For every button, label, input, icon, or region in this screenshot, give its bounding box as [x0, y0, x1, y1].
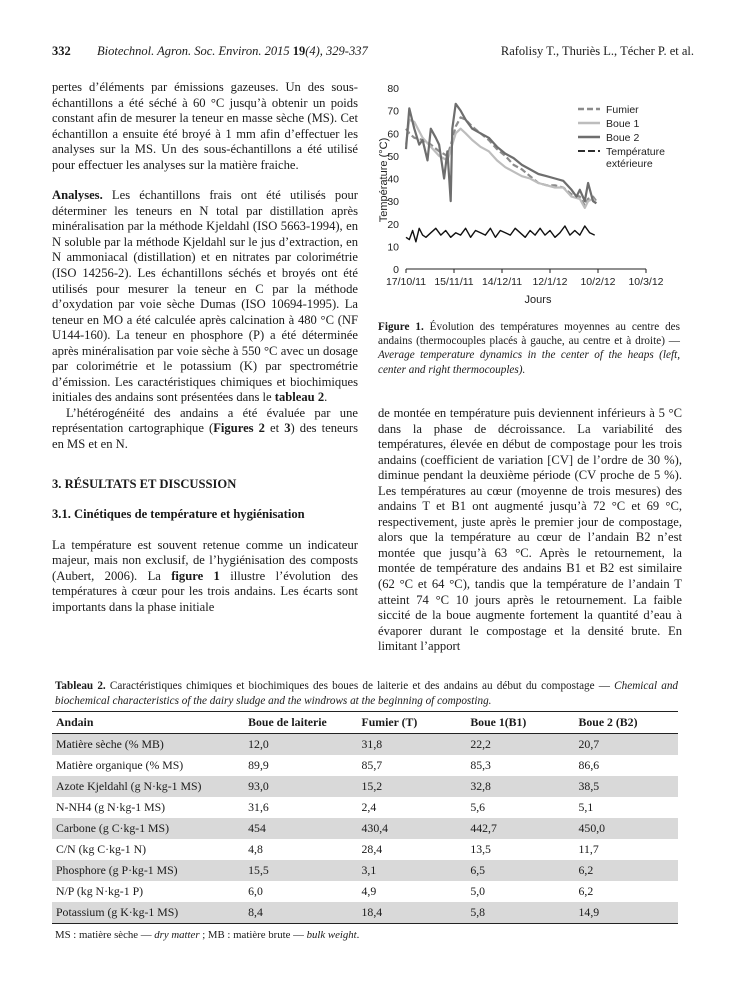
paragraph: La température est souvent retenue comme un indicateur majeur, mais non exclusif, de l’hygiénisation des composts (Aubert, 2006). La figure 1 illustre l’évolution des températures à cœur pour les trois andains. Les écarts sont importants dans la phase initiale [52, 537, 358, 614]
row-label: C/N (kg C·kg-1 N) [56, 842, 147, 856]
row-label: Carbone (g C·kg-1 MS) [52, 818, 244, 839]
y-axis-label: Température (°C) [378, 137, 390, 223]
legend [578, 104, 665, 170]
x-tick-label: 10/2/12 [580, 276, 616, 288]
column-header: Andain [52, 712, 244, 734]
table-row [52, 881, 678, 902]
table-cell: 5,1 [578, 800, 594, 814]
table-row [52, 839, 678, 860]
table-header-row [52, 712, 678, 734]
table-row [52, 902, 678, 924]
column-header: Fumier (T) [358, 712, 467, 734]
row-label: Potassium (g K·kg-1 MS) [52, 902, 244, 924]
legend-label-fumier: Fumier [606, 104, 639, 116]
table-cell: 6,5 [466, 860, 574, 881]
table-cell: 85,7 [361, 758, 383, 772]
table-row [52, 734, 678, 756]
characteristics-table [52, 711, 678, 924]
y-tick-label: 10 [387, 241, 399, 254]
paragraph: pertes d’éléments par émissions gazeuses. Un des sous-échantillons a été séché à 60 °C jusqu’à obtenir un poids constant afin de mesurer la teneur en masse sèche (MS). Cet échantillon a ensuite été broyé à 1 mm afin d’effectuer les analyses sur la MS. Un des sous-échantillons a été utilisé pour effectuer les analyses sur la matière fraiche. [52, 80, 358, 172]
table-cell: 12,0 [244, 734, 357, 756]
table-cell: 6,0 [248, 884, 263, 898]
column-header: Boue 1(B1) [466, 712, 574, 734]
table-cell: 6,2 [575, 860, 678, 881]
x-axis-label: Jours [524, 294, 552, 306]
table-row [52, 818, 678, 839]
table-row [52, 755, 678, 776]
y-tick-label: 0 [393, 264, 399, 276]
left-column [52, 80, 358, 615]
row-label: Matière sèche (% MB) [52, 734, 244, 756]
table-row [52, 860, 678, 881]
series-line-exterieure [406, 226, 595, 242]
right-column [378, 406, 682, 655]
table-cell: 2,4 [361, 800, 377, 814]
table-cell: 28,4 [361, 842, 383, 856]
table-cell: 454 [244, 818, 357, 839]
y-tick-label: 30 [387, 196, 399, 209]
journal-reference: Biotechnol. Agron. Soc. Environ. 2015 19(4), 329-337 [97, 44, 368, 58]
y-tick-label: 20 [387, 218, 399, 231]
running-header [52, 44, 694, 62]
table-cell: 15,5 [244, 860, 357, 881]
subsection-heading: 3.1. Cinétiques de température et hygiénisation [52, 507, 305, 522]
series-line-boue1 [406, 120, 596, 208]
table-cell: 38,5 [575, 776, 678, 797]
table-cell: 93,0 [244, 776, 357, 797]
table-cell: 450,0 [575, 818, 678, 839]
column-header: Boue de laiterie [244, 712, 357, 734]
table-cell: 20,7 [575, 734, 678, 756]
table-cell: 13,5 [470, 842, 491, 856]
table-cell: 6,2 [578, 884, 594, 898]
y-tick-label: 60 [387, 128, 399, 141]
table-cell: 4,9 [361, 884, 377, 898]
legend-label-boue2: Boue 2 [606, 132, 640, 144]
x-tick-label: 15/11/11 [434, 276, 474, 288]
row-label: Matière organique (% MS) [56, 758, 184, 772]
table-2 [52, 679, 678, 941]
table-cell: 89,9 [248, 758, 269, 772]
table-cell: 14,9 [575, 902, 678, 924]
y-tick-label: 70 [387, 105, 399, 118]
running-authors: Rafolisy T., Thuriès L., Técher P. et al. [500, 44, 694, 58]
section-heading: 3. RÉSULTATS ET DISCUSSION [52, 476, 237, 491]
table-cell: 18,4 [358, 902, 467, 924]
x-tick-label: 12/1/12 [532, 276, 568, 288]
table-cell: 86,6 [578, 758, 600, 772]
y-tick-label: 50 [387, 150, 399, 163]
y-tick-label: 80 [387, 83, 399, 95]
x-tick-label: 14/12/11 [481, 276, 523, 288]
paragraph: Analyses. Les échantillons frais ont été utilisés pour déterminer les teneurs en N total par distillation après minéralisation par la méthode Kjeldahl (ISO 5663-1994), en N soluble par la méthode Kjeldahl sur le jus d’extraction, en N ammoniacal (distillation) et en nitrates par colorimétrie (ISO 14256-2). Les échantillons séchés et broyés ont été utilisés pour mesurer la teneur en C par la méthode d’oxydation par voie sèche Dumas (ISO 10694-1995). La teneur en MO a été calculée après calcination à 480 °C (NF U144-160). La teneur en phosphore (P) a été déterminée après minéralisation par voie sèche à 550 °C avec un dosage par colorimétrie et le potassium (K) par spectrométrie d’émission. Les caractéristiques chimiques et biochimiques initiales des andains sont présentées dans le tableau 2. [52, 188, 358, 405]
table-cell: 4,8 [248, 842, 263, 856]
table-cell: 5,0 [470, 884, 486, 898]
legend-label-boue1: Boue 1 [606, 118, 640, 130]
row-label: Azote Kjeldahl (g N·kg-1 MS) [52, 776, 244, 797]
table-cell: 442,7 [466, 818, 574, 839]
table-cell: 430,4 [358, 818, 467, 839]
table-cell: 22,2 [466, 734, 574, 756]
column-header: Boue 2 (B2) [575, 712, 678, 734]
page-number: 332 [52, 44, 71, 58]
legend-label-exterieure-2: extérieure [606, 158, 653, 170]
y-tick-label: 40 [387, 173, 399, 186]
table-cell: 11,7 [578, 842, 599, 856]
table-cell: 32,8 [466, 776, 574, 797]
table-cell: 15,2 [358, 776, 467, 797]
table-cell: 31,8 [358, 734, 467, 756]
table-note: MS : matière sèche — dry matter ; MB : matière brute — bulk weight. [55, 929, 360, 941]
x-tick-label: 17/10/11 [385, 276, 427, 288]
row-label: Phosphore (g P·kg-1 MS) [52, 860, 244, 881]
table-row [52, 776, 678, 797]
table-cell: 3,1 [358, 860, 467, 881]
row-label: N/P (kg N·kg-1 P) [56, 884, 144, 898]
table-cell: 8,4 [244, 902, 357, 924]
row-label: N-NH4 (g N·kg-1 MS) [56, 800, 166, 814]
table-cell: 5,6 [470, 800, 486, 814]
table-cell: 5,8 [466, 902, 574, 924]
table-cell: 85,3 [470, 758, 491, 772]
figure-caption: Figure 1. Évolution des températures moyennes au centre des andains (thermocouples placés à gauche, au centre et à droite) — Average temperature dynamics in the center of the heaps (left, center and right thermocouples). [378, 321, 680, 376]
legend-label-exterieure: Température [606, 146, 665, 158]
figure-1-chart [378, 76, 688, 308]
table-caption: Tableau 2. Caractéristiques chimiques et biochimiques des boues de laiterie et des andains au début du compostage — Chemical and biochemical characteristics of the dairy sludge and the windrows at the beginning of composting. [55, 680, 679, 707]
temperature-line-chart [378, 76, 688, 308]
x-tick-label: 10/3/12 [628, 276, 664, 288]
table-cell: 31,6 [248, 800, 269, 814]
paragraph: de montée en température puis deviennent inférieurs à 5 °C dans la phase de décroissance. La variabilité des températures, élevée en début de compostage pour les trois andains (coefficient de variation [CV] de l’ordre de 30 %), diminue pendant la deuxième période (CV proche de 5 %). Les températures au cœur (moyenne de trois mesures) des andains T et B1 ont augmenté jusqu’à 72 °C et 69 °C, respectivement, juste après le premier jour de compostage, alors que la température au cœur de l’andain B2 n’est montée que jusqu’à 63 °C. Après le retournement, la montée de température des andains B1 et B2 est similaire (62 °C et 64 °C), tandis que la température de l’andain T atteint 74 °C 10 jours après le retournement. La faible siccité de la boue augmente fortement la quantité d’eau à évaporer durant le compostage et la densité brute. En limitant l’apport [378, 406, 682, 654]
paragraph: L’hétérogénéité des andains a été évaluée par une représentation cartographique (Figures 2 et 3) des teneurs en MS et en N. [52, 405, 359, 452]
table-row [52, 797, 678, 818]
